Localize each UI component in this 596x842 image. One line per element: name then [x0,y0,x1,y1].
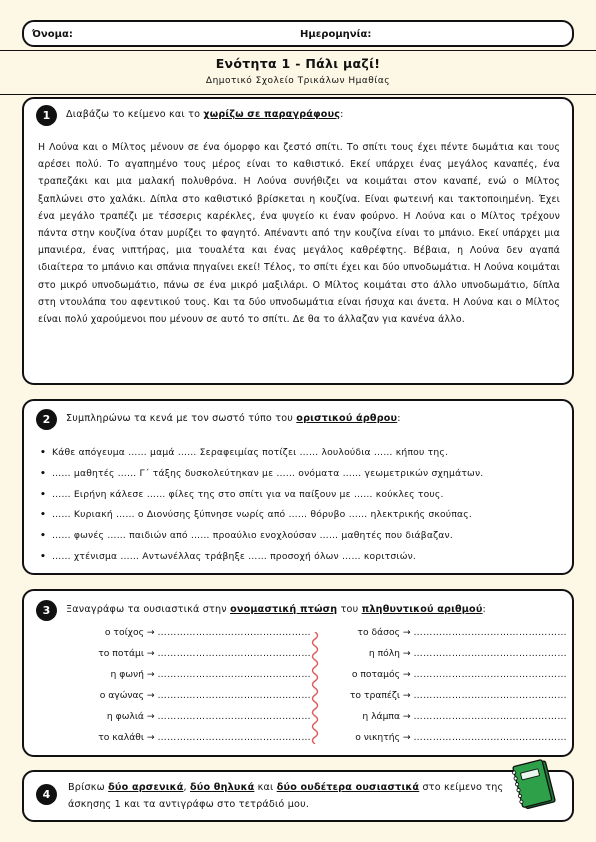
word-row [24,732,311,743]
exercise-1-box [22,97,574,385]
word-row [24,711,311,722]
reading-text: Η Λούνα και ο Μίλτος μένουν σε ένα όμορφο και ζεστό σπίτι. Το σπίτι τους έχει πέντε δωμάτια και τους αρέσει πολύ. Το αγαπημένο τους μέρος είναι το καθιστικό. Εκεί υπάρχει ένας μεγάλος καναπές, ένα τραπεζάκι και μια μαλακή πολυθρόνα. Η Λούνα συνήθιζει να κοιμάται στον καναπέ, ενώ ο Μίλτος ξαπλώνει στο χαλάκι. Δίπλα στο καθιστικό βρίσκεται η κουζίνα. Είναι φωτεινή και τακτοποιημένη. Έχει ένα μεγάλο τραπέζι με τέσσερις καρέκλες, ένα ψυγείο κι έναν φούρνο. Η Λούνα και ο Μίλτος τρέχουν πάντα στην κουζίνα όταν μυρίζει το φαγητό. Απέναντι από την κουζίνα είναι το μπάνιο. Εκεί υπάρχει μια μπανιέρα, ένας νιπτήρας, μια τουαλέτα και ένας μεγάλος καθρέφτης. Βέβαια, η Λούνα δεν αγαπά ιδιαίτερα το μπάνιο και σπάνια πηγαίνει εκεί! Τέλος, το σπίτι έχει και δύο υπνοδωμάτια. Η Λούνα κοιμάται στο μικρό υπνοδωμάτιο, πάνω σε ένα μικρό μαξιλάρι. Ο Μίλτος κοιμάται στο άλλο υπνοδωμάτιο, δίπλα στη ντουλάπα του αφεντικού τους. Και τα δύο υπνοδωμάτια είναι ήσυχα και άνετα. Η Λούνα και ο Μίλτος είναι πολύ χαρούμενοι που μένουν σε αυτό το σπίτι. Δε θα το άλλαζαν για κανένα άλλο. [38,142,560,326]
right-word: ο ποταμός [351,669,400,680]
right-word: το δάσος [357,627,400,638]
title-banner [0,50,596,95]
answer-line: ………………………………………… [413,669,567,680]
arrow-icon: → [400,732,414,743]
green-notebook-icon [512,758,558,814]
exercise-4-number: 4 [36,784,57,805]
list-item: • …… χτένισμα …… Αντωνέλλας τράβηξε …… προσοχή όλων …… κοριτσιών. [40,547,483,568]
exercise-2-instruction: Συμπληρώνω τα κενά με τον σωστό τύπο του οριστικού άρθρου: [66,413,401,424]
word-row [24,627,311,638]
left-word: το ποτάμι [98,648,144,659]
date-label: Ημερομηνία: [300,29,372,40]
exercise-3-box [22,589,574,757]
right-word: ο νικητής [355,732,400,743]
arrow-icon: → [400,627,414,638]
answer-line: ………………………………………… [413,690,567,701]
answer-line: ………………………………………… [413,732,567,743]
answer-line: ………………………………………… [157,690,311,701]
answer-line: ………………………………………… [157,648,311,659]
right-word: η πόλη [368,648,400,659]
list-item: • …… μαθητές …… Γ΄ τάξης δυσκολεύτηκαν με …… ονόματα …… γεωμετρικών σχημάτων. [40,464,483,485]
word-row [308,627,567,638]
exercise-1-instruction: Διαβάζω το κείμενο και το χωρίζω σε παραγράφους: [66,109,344,120]
arrow-icon: → [144,711,158,722]
word-row [308,690,567,701]
exercise-2-number: 2 [36,409,57,430]
arrow-icon: → [400,711,414,722]
arrow-icon: → [144,669,158,680]
exercise-3-number: 3 [36,600,57,621]
right-word: το τραπέζι [349,690,400,701]
word-row [24,690,311,701]
arrow-icon: → [144,732,158,743]
answer-line: ………………………………………… [157,669,311,680]
arrow-icon: → [400,690,414,701]
answer-line: ………………………………………… [157,732,311,743]
arrow-icon: → [144,648,158,659]
word-row [24,648,311,659]
word-row [24,669,311,680]
fill-blank-list [40,443,483,568]
exercise-1-keyword: χωρίζω σε παραγράφους [203,109,341,120]
name-date-bar [22,20,574,47]
name-label: Όνομα: [32,29,73,40]
answer-line: ………………………………………… [413,648,567,659]
arrow-icon: → [400,669,414,680]
left-word: η φωλιά [106,711,144,722]
list-item: • …… φωνές …… παιδιών από …… προαύλιο ενοχλούσαν …… μαθητές που διάβαζαν. [40,526,483,547]
list-item: • …… Ειρήνη κάλεσε …… φίλες της στο σπίτι για να παίξουν με …… κούκλες τους. [40,485,483,506]
school-name: Δημοτικό Σχολείο Τρικάλων Ημαθίας [205,76,391,86]
exercise-1-number: 1 [36,105,57,126]
exercise-4-instruction: Βρίσκω δύο αρσενικά, δύο θηλυκά και δύο ουδέτερα ουσιαστικά στο κείμενο της άσκησης 1 και τα αντιγράφω στο τετράδιό μου. [68,782,504,810]
left-word: η φωνή [110,669,144,680]
exercise-2-keyword: οριστικού άρθρου [296,413,398,424]
exercise-4-box [22,770,574,822]
arrow-icon: → [400,648,414,659]
word-row [308,648,567,659]
page-title: Ενότητα 1 - Πάλι μαζί! [215,56,381,71]
answer-line: ………………………………………… [157,711,311,722]
list-item: • …… Κυριακή …… ο Διονύσης ξύπνησε νωρίς από …… θόρυβο …… ηλεκτρικής σκούπας. [40,505,483,526]
left-word: το καλάθι [98,732,144,743]
answer-line: ………………………………………… [413,711,567,722]
exercise-3-instruction: Ξαναγράφω τα ουσιαστικά στην ονομαστική πτώση του πληθυντικού αριθμού: [66,604,486,615]
exercise-2-box [22,399,574,575]
answer-line: ………………………………………… [413,627,567,638]
word-row [308,669,567,680]
word-row [308,732,567,743]
answer-line: ………………………………………… [157,627,311,638]
list-item: • Κάθε απόγευμα …… μαμά …… Σεραφειμίας ποτίζει …… λουλούδια …… κήπου της. [40,443,483,464]
wavy-divider-icon [303,632,327,744]
left-word: ο τοίχος [104,627,144,638]
arrow-icon: → [144,627,158,638]
arrow-icon: → [144,690,158,701]
right-word: η λάμπα [362,711,400,722]
left-word: ο αγώνας [99,690,144,701]
word-row [308,711,567,722]
